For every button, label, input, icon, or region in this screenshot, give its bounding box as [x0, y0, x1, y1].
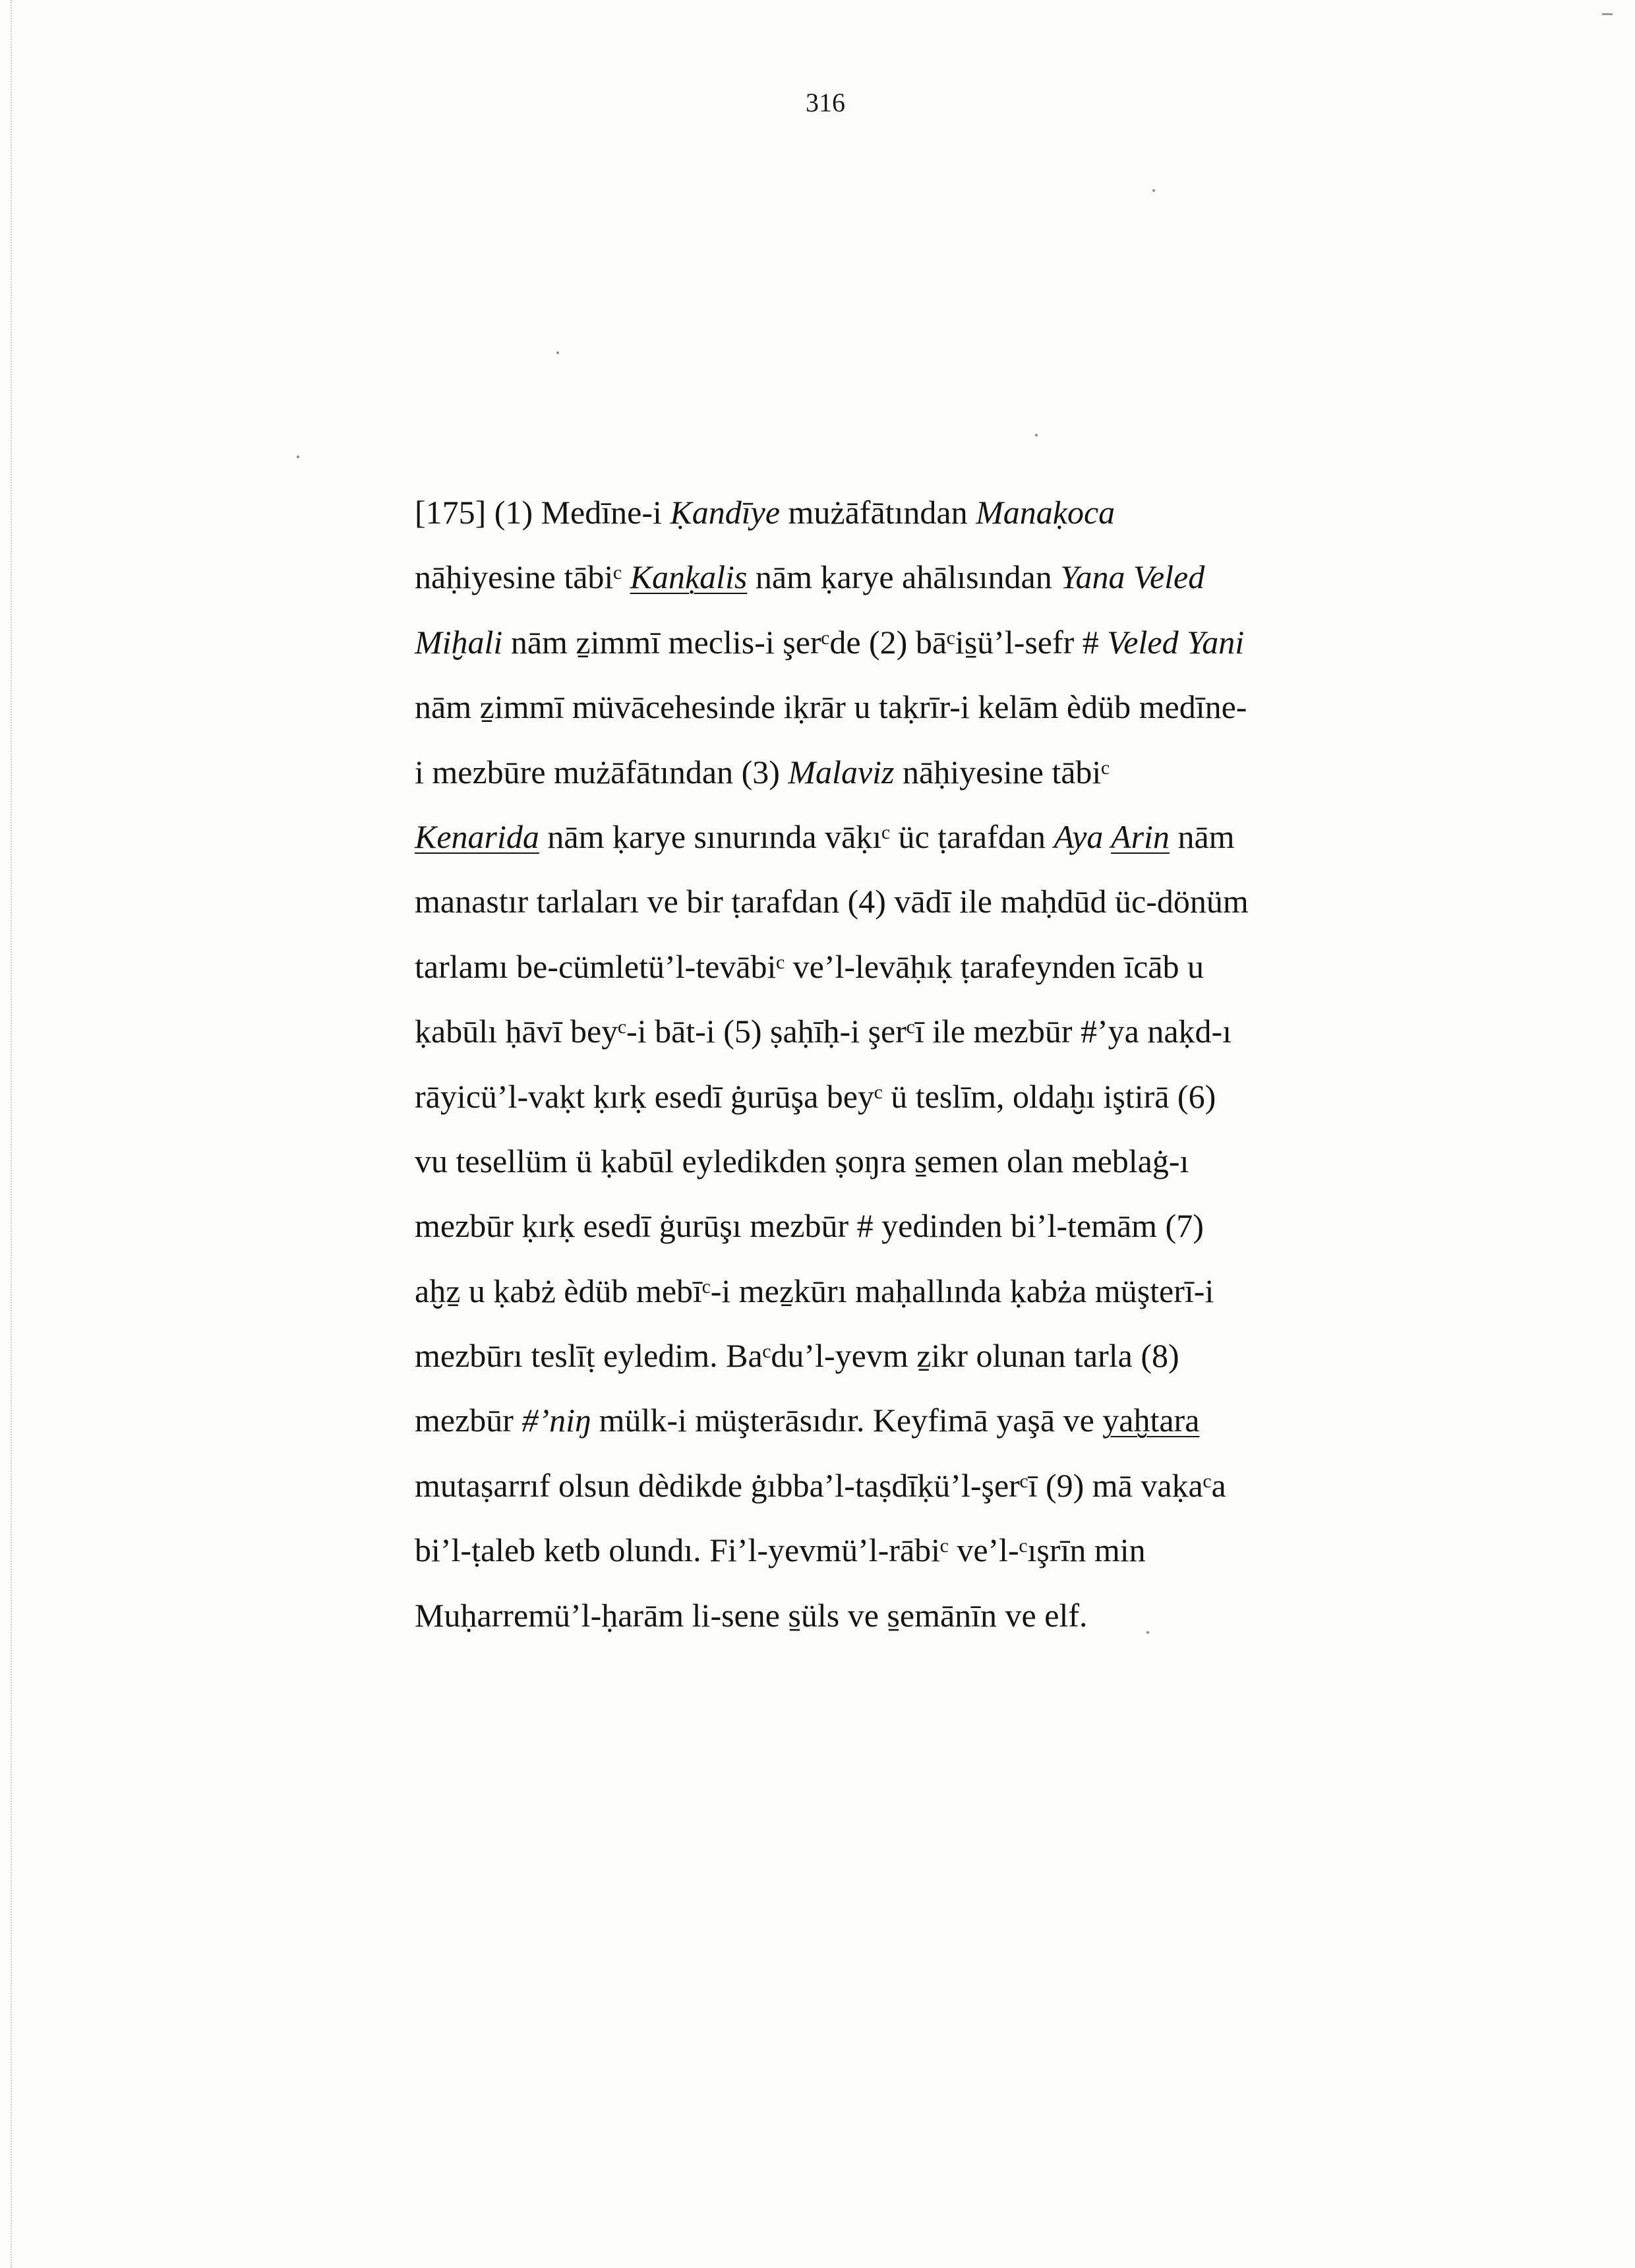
text-run: vu tesellüm ü ḳabūl eyledikden ṣoŋra s̱emen olan meblaġ-ı: [415, 1142, 1189, 1179]
text-run: nām ḳarye ahālısından: [747, 558, 1061, 596]
text-line: [415, 1129, 1338, 1193]
text-run: mülk-i müşterāsıdır. Keyfimā yaşā ve: [591, 1402, 1103, 1439]
text-line: [415, 1518, 1338, 1582]
text-run: nām ḳarye sınurında vāḳıᶜ üc ṭarafdan: [539, 818, 1054, 855]
scan-speck: [556, 351, 559, 354]
text-line: [415, 934, 1338, 999]
text-run: tarlamı be-cümletü’l-tevābiᶜ ve’l-levāḥıḳ ṭarafeynden īcāb u: [415, 947, 1204, 985]
scan-speck: [1035, 434, 1038, 436]
text-run: aḫẕ u ḳabż èdüb mebīᶜ-i meẕkūrı maḥallında ḳabża müşterī-i: [415, 1272, 1214, 1309]
text-run: mezbūr ḳırḳ esedī ġurūşı mezbūr # yedinden bi’l-temām (7): [415, 1207, 1204, 1245]
text-line: [415, 545, 1338, 609]
place-name: Manaḳoca: [976, 494, 1115, 531]
person-name: Veled Yani: [1107, 623, 1245, 661]
scan-speck: [297, 456, 299, 458]
text-line: [415, 1064, 1338, 1129]
text-run: [175] (1) Medīne-i: [415, 494, 670, 531]
text-line: [415, 1193, 1338, 1258]
text-run: nāḥiyesine tābiᶜ: [894, 753, 1110, 791]
text-line: [415, 610, 1338, 674]
text-run: nāḥiyesine tābiᶜ: [415, 558, 630, 596]
text-run: ḳabūlı ḥāvī beyᶜ-i bāt-i (5) ṣaḥīḥ-i şerᶜī ile mezbūr #’ya naḳd-ı: [415, 1013, 1232, 1050]
place-name: Arin: [1111, 818, 1170, 855]
text-run: manastır tarlaları ve bir ṭarafdan (4) vādī ile maḥdūd üc-dönüm: [415, 883, 1249, 920]
person-name: Yana Veled: [1060, 558, 1205, 596]
scan-edge-line: [11, 0, 12, 2268]
underlined-word: yaḫtara: [1102, 1402, 1200, 1439]
text-line: [415, 1259, 1338, 1323]
page-number: 316: [806, 88, 845, 117]
text-run: mużāfātından: [780, 494, 976, 531]
document-body: [415, 480, 1338, 1648]
text-run: Muḥarremü’l-ḥarām li-sene s̱üls ve s̱emānīn ve elf.: [415, 1596, 1088, 1634]
person-name: Miḫali: [415, 623, 503, 661]
text-line: [415, 674, 1338, 739]
text-line: [415, 804, 1338, 869]
scan-mark: [1602, 13, 1613, 15]
name-placeholder: #’niŋ: [521, 1402, 591, 1439]
text-line: [415, 740, 1338, 804]
text-line: [415, 480, 1338, 545]
text-line: [415, 1323, 1338, 1388]
text-run: nām: [1169, 818, 1235, 855]
text-line: [415, 1583, 1338, 1648]
text-line: [415, 1453, 1338, 1518]
text-run: rāyicü’l-vaḳt ḳırḳ esedī ġurūşa beyᶜ ü teslīm, oldaḫı iştirā (6): [415, 1077, 1216, 1115]
text-line: [415, 869, 1338, 934]
scan-speck: [1152, 189, 1155, 192]
place-name: Ḳandīye: [670, 494, 781, 531]
place-name: Kanḳalis: [630, 558, 748, 596]
text-line: [415, 1388, 1338, 1452]
text-run: i mezbūre mużāfātından (3): [415, 753, 788, 791]
text-run: mezbūr: [415, 1402, 522, 1439]
text-run: nām ẕimmī meclis-i şerᶜde (2) bāᶜis̱ü’l-sefr #: [502, 623, 1108, 661]
text-line: [415, 999, 1338, 1063]
text-run: bi’l-ṭaleb ketb olundı. Fi’l-yevmü’l-rābiᶜ ve’l-ᶜışrīn min: [415, 1532, 1146, 1569]
place-name: Aya: [1054, 818, 1112, 855]
place-name: Malaviz: [788, 753, 895, 791]
text-run: nām ẕimmī müvācehesinde iḳrār u taḳrīr-i kelām èdüb medīne-: [415, 688, 1247, 726]
text-run: mezbūrı teslīṭ eyledim. Baᶜdu’l-yevm ẕikr olunan tarla (8): [415, 1337, 1179, 1375]
place-name: Kenarida: [415, 818, 539, 855]
text-run: mutaṣarrıf olsun dèdikde ġıbba’l-taṣdīḳü’l-şerᶜī (9) mā vaḳaᶜa: [415, 1466, 1226, 1504]
